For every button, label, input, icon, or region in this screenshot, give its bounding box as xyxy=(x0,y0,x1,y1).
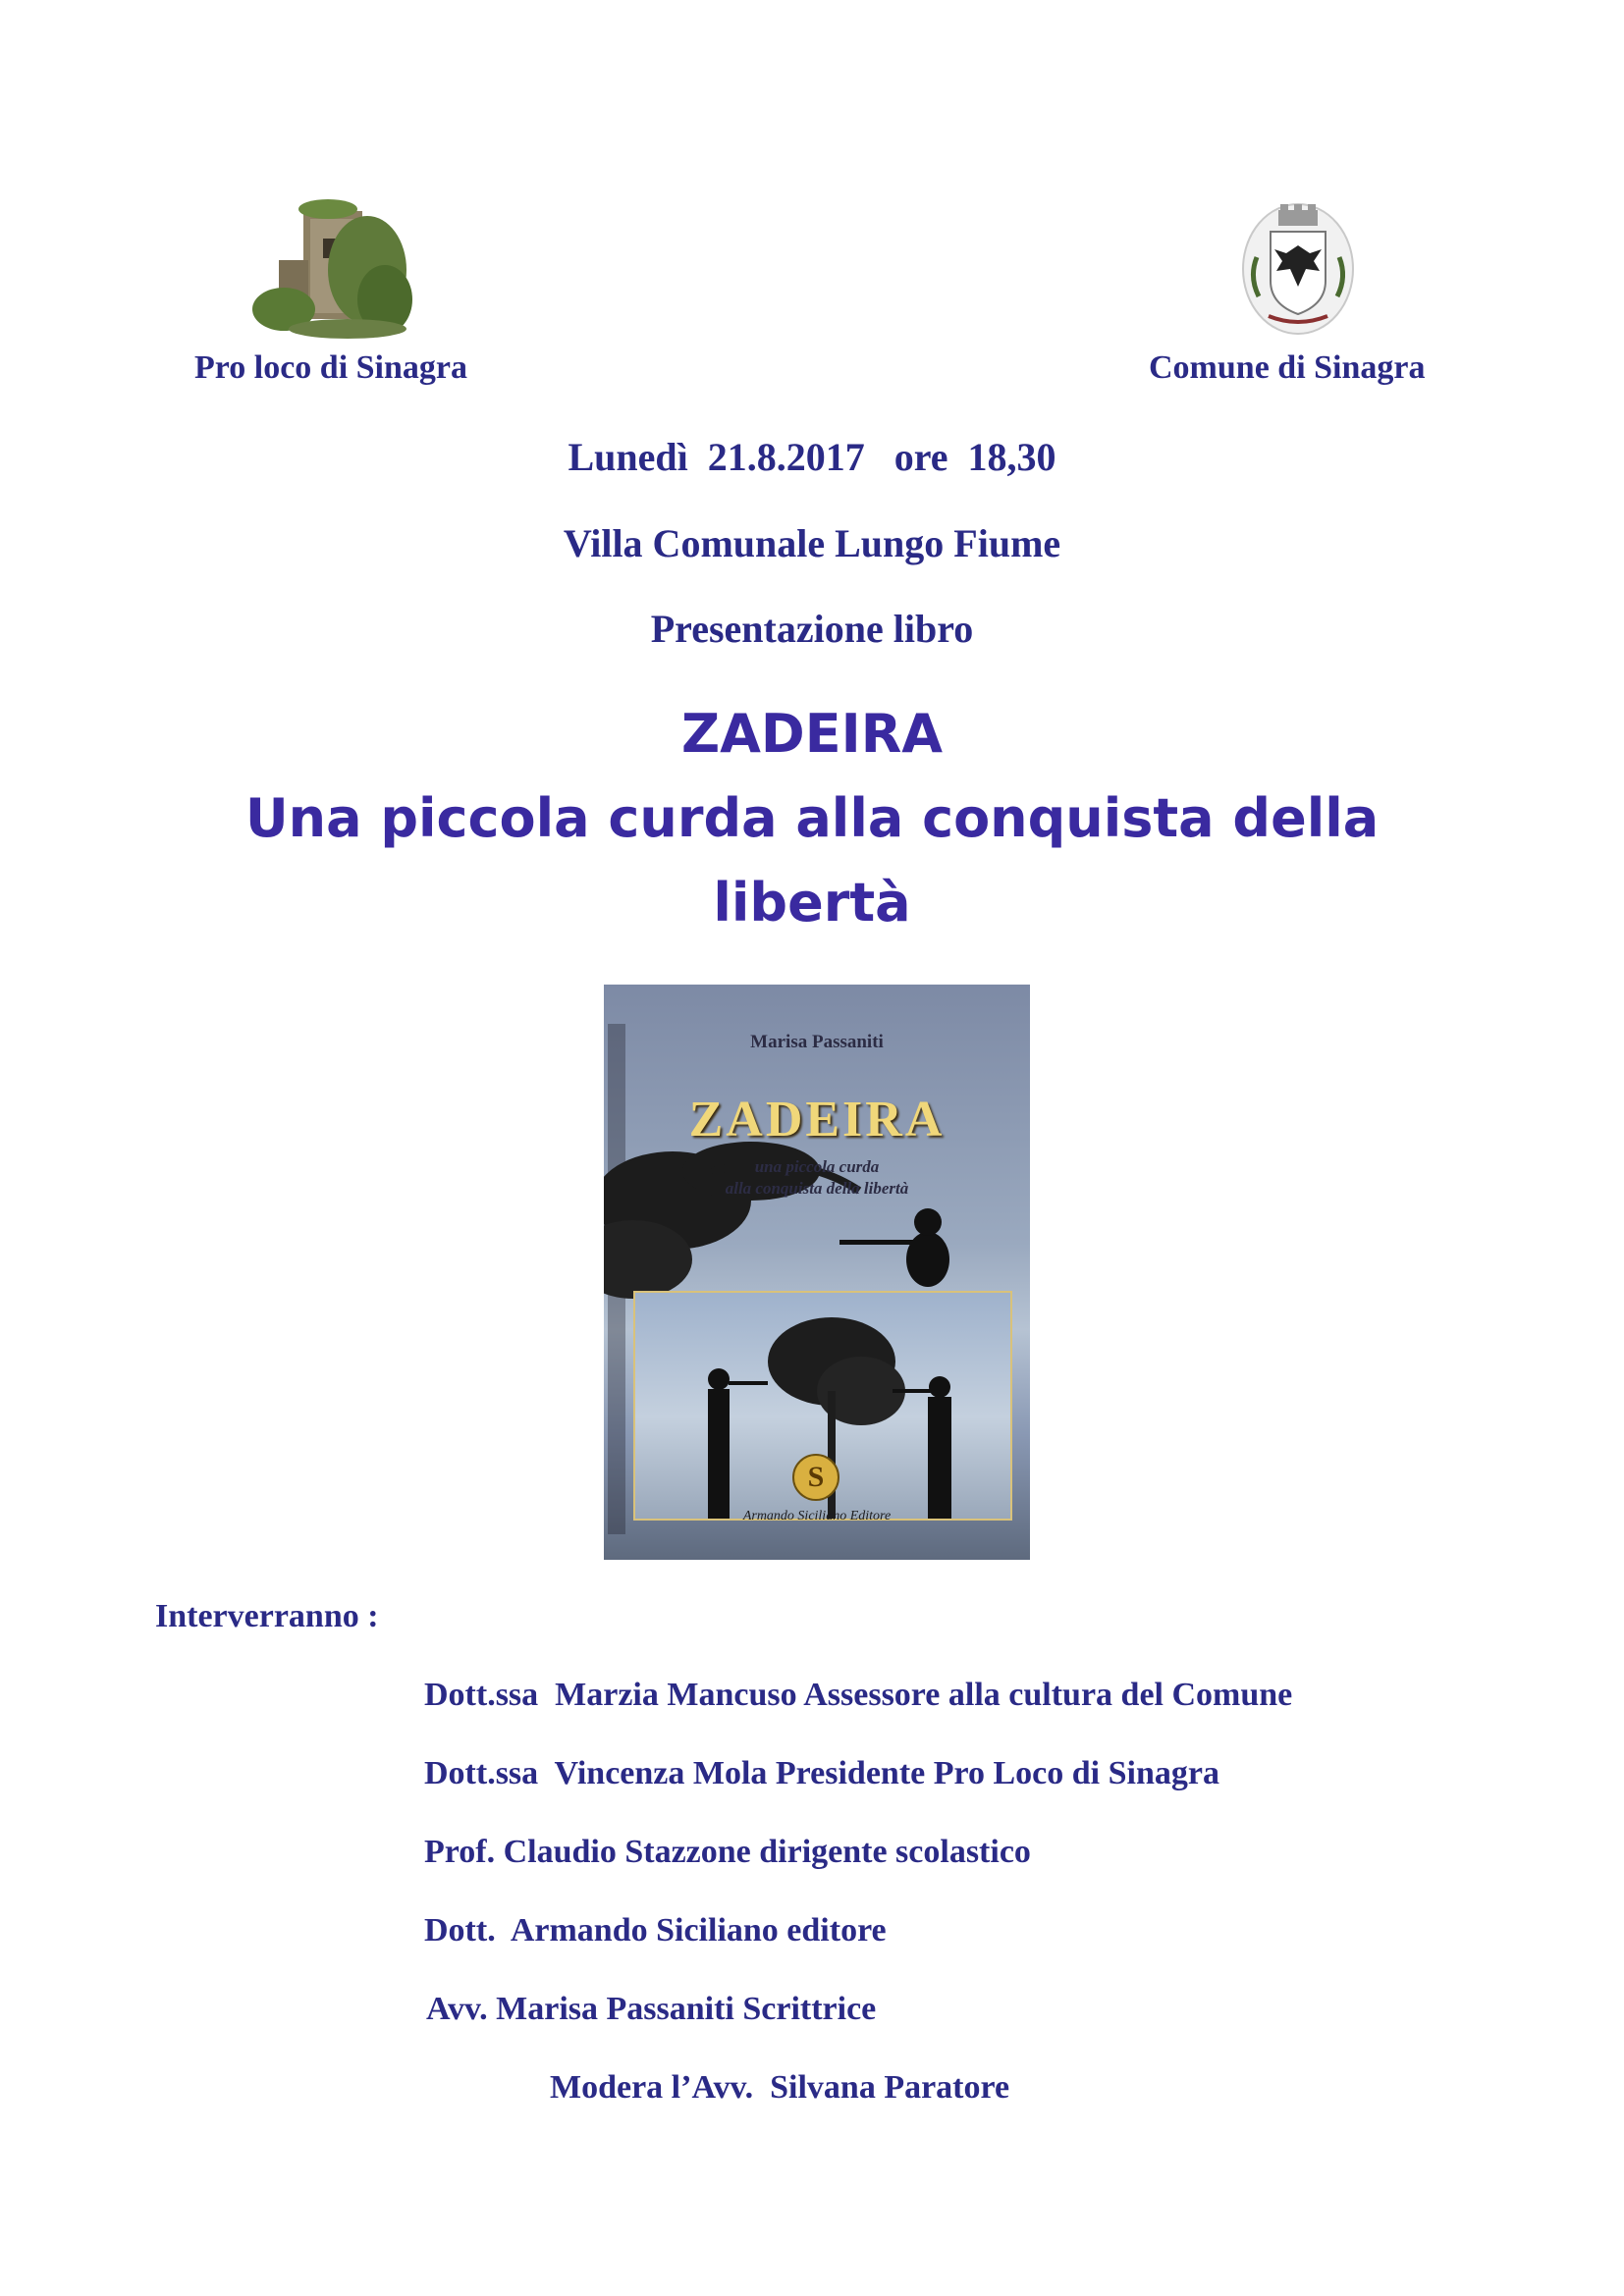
pro-loco-logo xyxy=(249,191,416,341)
speaker-item: Dott.ssa Marzia Mancuso Assessore alla cultura del Comune xyxy=(424,1677,1293,1713)
moderator: Modera l’Avv. Silvana Paratore xyxy=(550,2069,1010,2106)
cover-publisher: Armando Siciliano Editore xyxy=(742,1509,892,1523)
book-title: ZADEIRA xyxy=(680,703,944,765)
speaker-item: Avv. Marisa Passaniti Scrittrice xyxy=(426,1991,877,2027)
comune-label: Comune di Sinagra xyxy=(1149,349,1426,386)
pro-loco-label: Pro loco di Sinagra xyxy=(194,349,467,386)
comune-logo xyxy=(1239,198,1357,336)
speaker-item: Dott.ssa Vincenza Mola Presidente Pro Loco di Sinagra xyxy=(424,1755,1219,1791)
book-cover-image xyxy=(604,985,1030,1560)
event-type: Presentazione libro xyxy=(650,607,974,651)
book-subtitle-line1: Una piccola curda alla conquista della xyxy=(244,787,1380,849)
cover-subtitle-line2: alla conquista della libertà xyxy=(725,1179,909,1198)
speaker-item: Dott. Armando Siciliano editore xyxy=(424,1912,887,1949)
coat-of-arms-eagle-icon xyxy=(1239,198,1357,336)
cover-author: Marisa Passaniti xyxy=(750,1032,884,1052)
event-date-time: Lunedì 21.8.2017 ore 18,30 xyxy=(568,435,1056,479)
cover-title: ZADEIRA xyxy=(688,1092,946,1148)
publisher-logo: S xyxy=(792,1454,839,1501)
event-venue: Villa Comunale Lungo Fiume xyxy=(563,521,1061,565)
cover-subtitle-line1: una piccola curda xyxy=(754,1157,880,1176)
book-subtitle-line2: libertà xyxy=(713,872,911,934)
tower-ruin-icon xyxy=(249,191,416,341)
speakers-heading: Interverranno : xyxy=(155,1598,379,1634)
speaker-item: Prof. Claudio Stazzone dirigente scolastico xyxy=(424,1834,1031,1870)
